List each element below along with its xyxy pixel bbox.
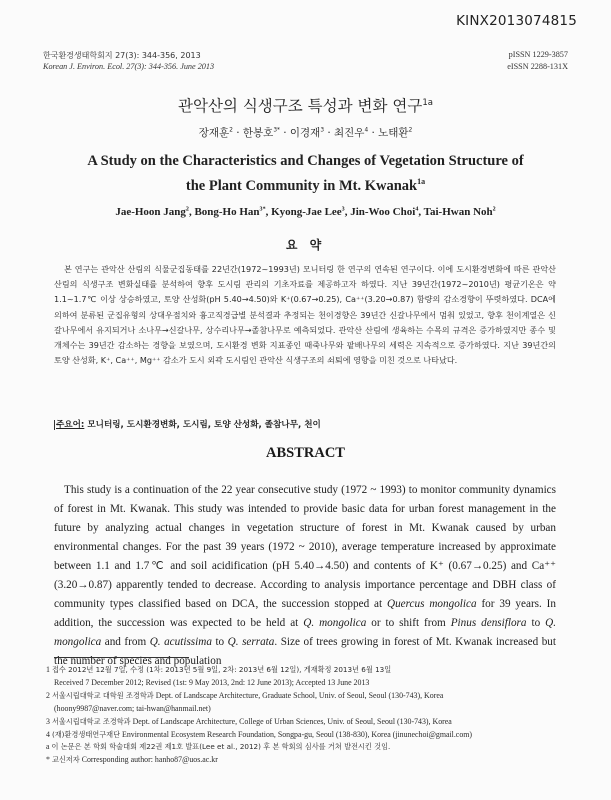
korean-abstract-paragraph: 본 연구는 관악산 산림의 식물군집동태를 22년간(1972~1993년) 모니터링 한 연구의 연속된 연구이다. 이에 도시환경변화에 따른 관악산 산림의 식생구조 변화실태를 분석하여 향후 도시림 관리의 기초자료를 제공하고자 하였다. 지난 39년간(1972~2010년) 평균기온은 약 1.1~1.7℃ 이상 상승하였고, 토양 산성화(pH 5.40→4.50)와 K⁺(0.67→0.25), Ca⁺⁺(3.20→0.87) 함량의 감소경향이 뚜렷하였다. DCA에 의하여 분류된 군집유형의 상대우점치와 흉고직경급별 분석결과 추정되는 천이경향은 39년간 신갈나무에서 멈춰 있었고, 향후 천이계열은 신갈나무에서 유지되거나 소나무→신갈나무, 상수리나무→졸참나무로 예측되었다. 관악산 산림에 생육하는 수목의 규격은 증가하였지만 종수 및 개체수는 39년간 감소하는 경향을 보였으며, 도시환경 변화 지표종인 때죽나무와 팥배나무의 세력은 지속적으로 증가하였다. 지난 39년간의 토양 산성화, K⁺, Ca⁺⁺, Mg⁺⁺ 감소가 도시 외곽 도시림인 관악산 식생구조의 쇠퇴에 영향을 미친 것으로 나타났다. bbox=[54, 264, 556, 366]
footnote-3: 3 서울시립대학교 조경학과 Dept. of Landscape Architecture, College of Urban Sciences, Univ. of Seoul, Seoul (130-743), Korea bbox=[46, 716, 452, 726]
korean-abstract-heading: 요 약 bbox=[285, 238, 326, 252]
footnote-1: 1 접수 2012년 12월 7일, 수정 (1차: 2013년 5월 9일, 2차: 2013년 6월 12일), 게재확정 2013년 6월 13일 bbox=[46, 665, 392, 674]
english-title-line-1: A Study on the Characteristics and Changes of Vegetation Structure of bbox=[87, 153, 524, 169]
keywords-label: 주요어: bbox=[56, 420, 85, 430]
keywords bbox=[54, 418, 321, 430]
abstract-paragraph: This study is a continuation of the 22 year consecutive study (1972 ~ 1993) to monitor community dynamics of forest in Mt. Kwanak. This study was intended to provide basic data for urban forest management in the future by analyzing actual changes in vegetation structure of forest in Mt. Kwanak caused by urban environmental changes. For the past 39 years (1972 ~ 2010), average temperature increased by approximate between 1.1 and 1.7℃ and soil acidification (pH 5.40→4.50) and contents of K⁺ (0.67→0.25) and Ca⁺⁺ (3.20→0.87) apparently tended to decrease. According to analysis importance percentage and DBH class of community types classified based on DCA, the succession stopped at Quercus mongolica for 39 years. In addition, the succession was expected to be held at Q. mongolica or to shift from Pinus densiflora to Q. mongolica and from Q. acutissima to Q. serrata. Size of trees growing in forest of Mt. Kwanak increased but the number of species and population bbox=[54, 484, 557, 667]
abstract-heading: ABSTRACT bbox=[266, 445, 345, 461]
footnotes bbox=[46, 664, 566, 767]
footnote-a: a 이 논문은 본 학회 학술대회 제22권 제1호 발표(Lee et al., 2012) 후 본 학회의 심사를 거쳐 발전시킨 것임. bbox=[46, 742, 391, 752]
abstract-body bbox=[54, 481, 556, 671]
journal-citation-korean: 한국환경생태학회지 27(3): 344-356, 2013 bbox=[43, 51, 201, 60]
keywords-list: 모니터링, 도시환경변화, 도시림, 토양 산성화, 졸참나무, 천이 bbox=[87, 420, 321, 430]
document-id: KINX2013074815 bbox=[456, 13, 577, 29]
footnote-corresponding: * 교신저자 Corresponding author: hanho87@uos.ac.kr bbox=[46, 755, 218, 765]
journal-citation-english: Korean J. Environ. Ecol. 27(3): 344-356. June 2013 bbox=[43, 62, 215, 71]
korean-abstract-body bbox=[54, 262, 556, 368]
korean-title: 관악산의 식생구조 특성과 변화 연구$^{1a}$ bbox=[178, 97, 433, 115]
english-title-line-2: the Plant Community in Mt. Kwanak$^{1a}$ bbox=[185, 177, 426, 194]
pissn: pISSN 1229-3857 bbox=[508, 50, 568, 59]
footnote-1-english: Received 7 December 2012; Revised (1st: 9 May 2013, 2nd: 12 June 2013); Accepted 13 June 2013 bbox=[54, 677, 370, 687]
footnote-divider bbox=[54, 657, 189, 658]
footnote-4: 4 (재)환경생태연구재단 Environmental Ecosystem Research Foundation, Songpa-gu, Seoul (138-830), Korea (jinunechoi@gmail.com) bbox=[46, 729, 473, 739]
footnote-2-emails: (hoony9987@naver.com; tai-hwan@hanmail.net) bbox=[54, 703, 211, 713]
footnote-2: 2 서울시립대학교 대학원 조경학과 Dept. of Landscape Architecture, Graduate School, Univ. of Seoul, Seoul (130-743), Korea bbox=[46, 690, 444, 700]
english-authors: Jae-Hoon Jang$^2$, Bong-Ho Han$^{3*}$, Kyong-Jae Lee$^3$, Jin-Woo Choi$^4$, Tai-Hwan Noh$^2$ bbox=[115, 206, 496, 218]
korean-authors: 장재훈$^2$ · 한봉호$^{3*}$ · 이경재$^3$ · 최진우$^4$ · 노태환$^2$ bbox=[198, 127, 413, 139]
eissn: eISSN 2288-131X bbox=[507, 62, 568, 71]
